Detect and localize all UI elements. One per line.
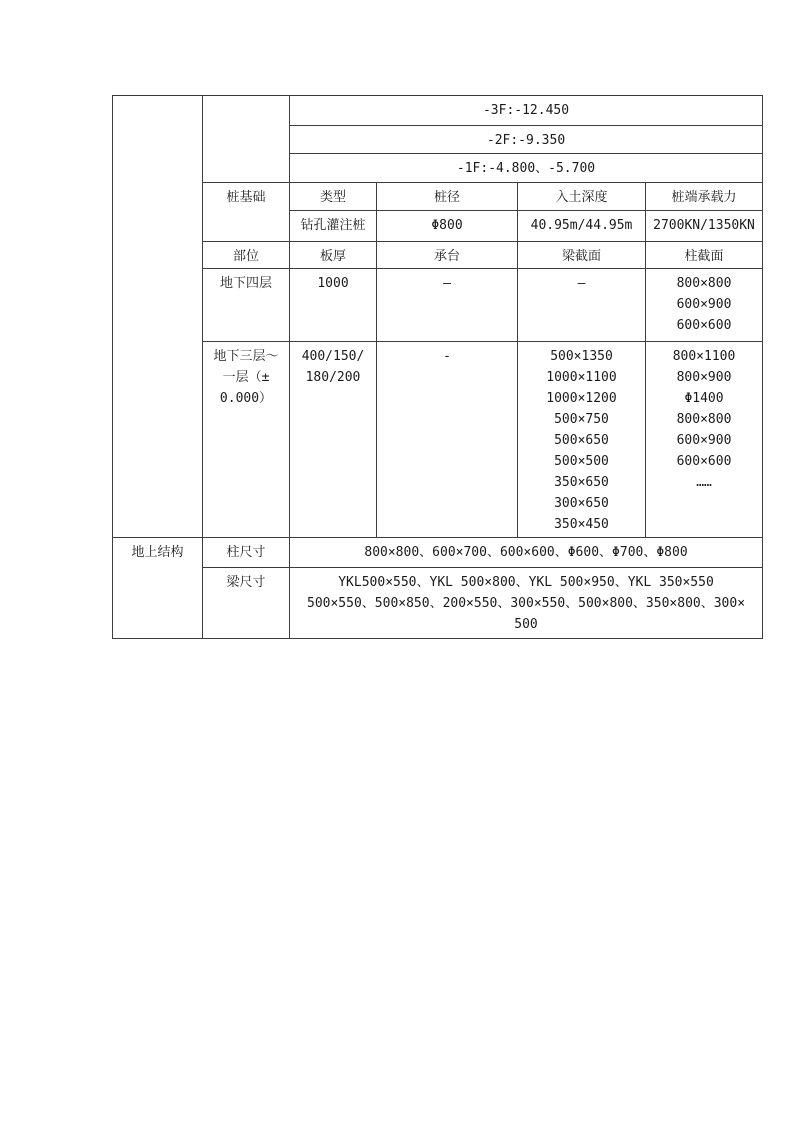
- pile-depth-value: 40.95m/44.95m: [518, 211, 646, 242]
- b4-slab-cell: 1000: [290, 269, 377, 342]
- b3-slab-cell: 400/150/ 180/200: [290, 342, 377, 538]
- superstructure-beam-row: [113, 568, 763, 639]
- b3-cap-cell: -: [377, 342, 518, 538]
- pile-foundation-label: 桩基础: [203, 183, 290, 242]
- b3-column-cell: 800×1100 800×900 Φ1400 800×800 600×900 600×600 ……: [646, 342, 763, 538]
- level-2f-cell: -2F:-9.350: [290, 126, 763, 154]
- b4-cap-cell: —: [377, 269, 518, 342]
- b3-part-cell: 地下三层～ 一层（± 0.000）: [203, 342, 290, 538]
- level-row-3f: [113, 96, 763, 126]
- basement-level3to1-row: [113, 342, 763, 538]
- pile-header-capacity: 桩端承载力: [646, 183, 763, 211]
- level-3f-cell: -3F:-12.450: [290, 96, 763, 126]
- header-column-section: 柱截面: [646, 242, 763, 269]
- left-spacer-cell: [113, 96, 203, 538]
- b4-part-cell: 地下四层: [203, 269, 290, 342]
- pile-type-value: 钻孔灌注桩: [290, 211, 377, 242]
- pile-header-diameter: 桩径: [377, 183, 518, 211]
- header-slab-thickness: 板厚: [290, 242, 377, 269]
- beam-size-label: 梁尺寸: [203, 568, 290, 639]
- header-beam-section: 梁截面: [518, 242, 646, 269]
- level-1f-cell: -1F:-4.800、-5.700: [290, 154, 763, 183]
- pile-header-type: 类型: [290, 183, 377, 211]
- header-pile-cap: 承台: [377, 242, 518, 269]
- pile-header-row: [113, 183, 763, 211]
- beam-sizes-cell: YKL500×550、YKL 500×800、YKL 500×950、YKL 350×550 500×550、500×850、200×550、300×550、500×800、350×800、300× 500: [290, 568, 763, 639]
- column-size-label: 柱尺寸: [203, 538, 290, 568]
- column-sizes-cell: 800×800、600×700、600×600、Φ600、Φ700、Φ800: [290, 538, 763, 568]
- superstructure-column-row: [113, 538, 763, 568]
- superstructure-label: 地上结构: [113, 538, 203, 639]
- section-header-row: [113, 242, 763, 269]
- pile-diameter-value: Φ800: [377, 211, 518, 242]
- upper-spacer-cell: [203, 96, 290, 183]
- header-part: 部位: [203, 242, 290, 269]
- b4-beam-cell: —: [518, 269, 646, 342]
- b3-beam-cell: 500×1350 1000×1100 1000×1200 500×750 500×650 500×500 350×650 300×650 350×450: [518, 342, 646, 538]
- basement-level4-row: [113, 269, 763, 342]
- pile-capacity-value: 2700KN/1350KN: [646, 211, 763, 242]
- b4-column-cell: 800×800 600×900 600×600: [646, 269, 763, 342]
- pile-header-depth: 入土深度: [518, 183, 646, 211]
- structure-parameters-table: [112, 95, 763, 639]
